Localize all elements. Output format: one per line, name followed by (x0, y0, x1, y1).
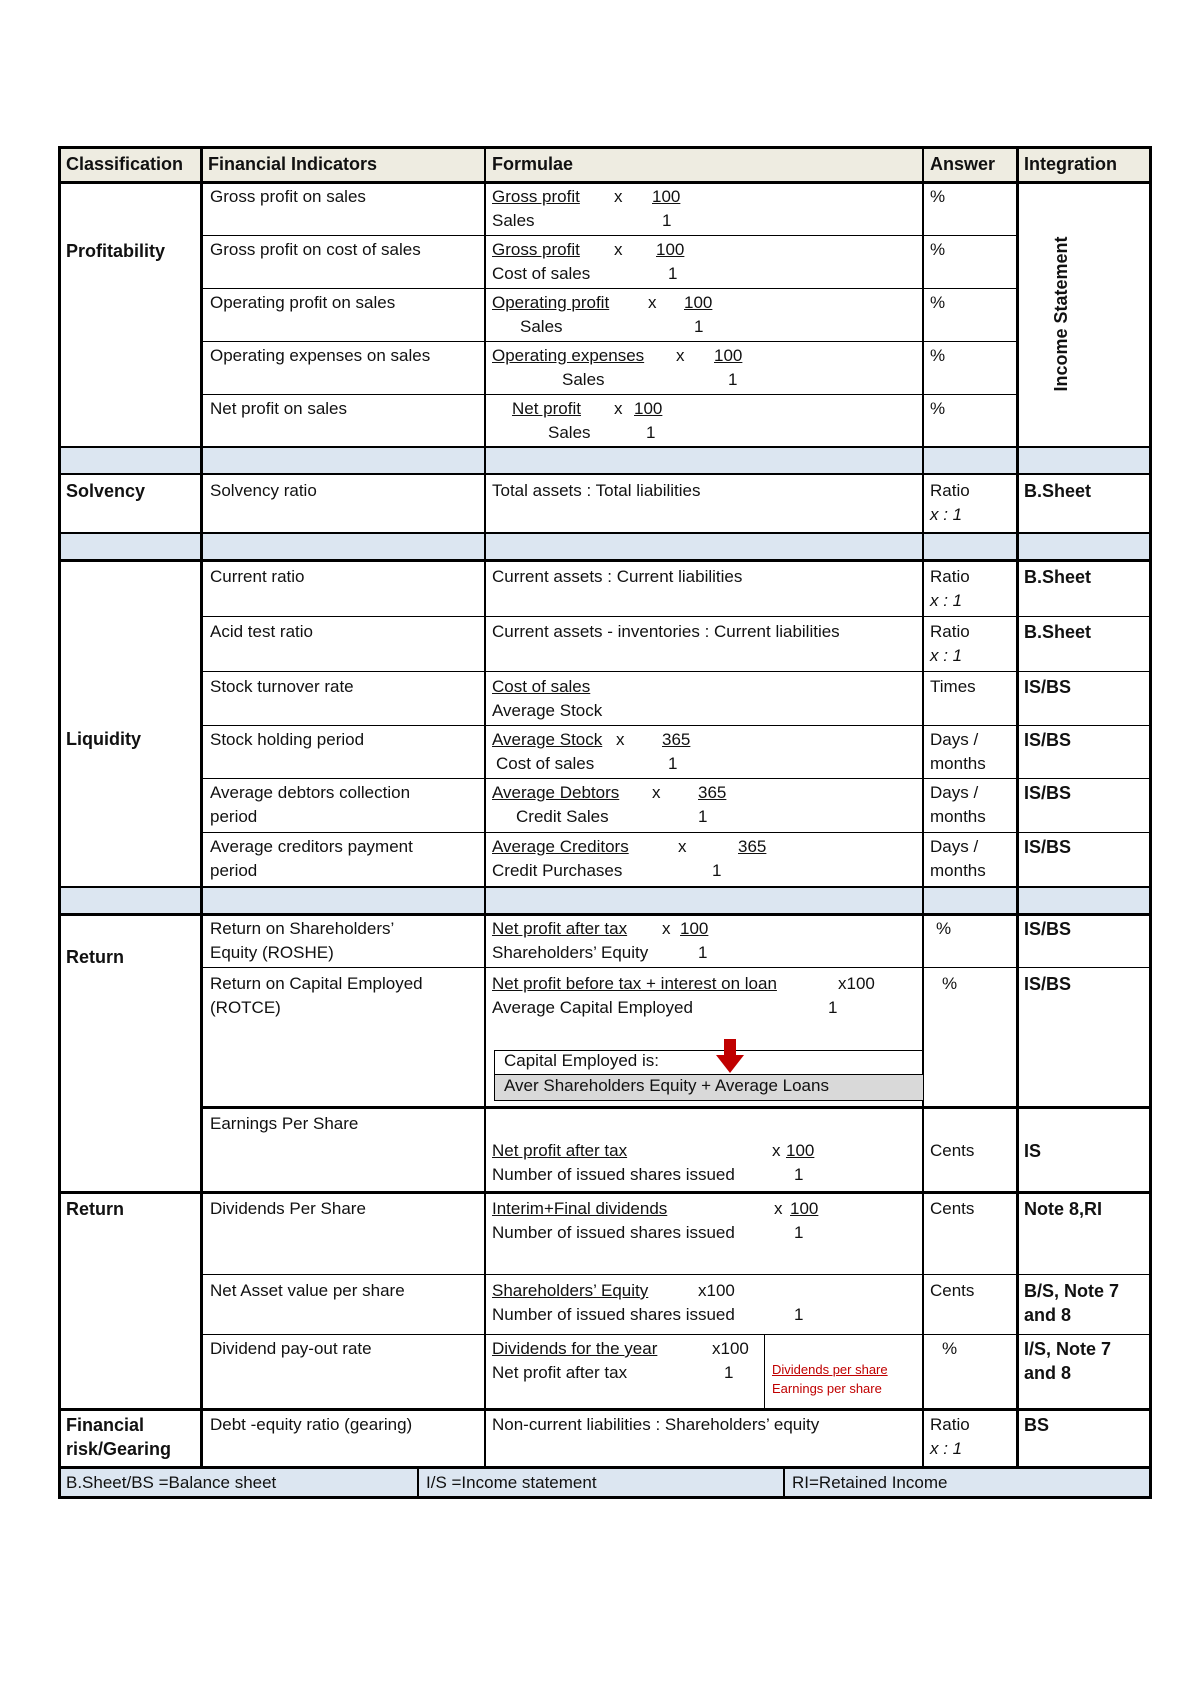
indicator-label-line2: period (210, 861, 258, 880)
formula-text: Current assets - inventories : Current liabilities (492, 622, 840, 641)
indicator-label: Net Asset value per share (210, 1281, 405, 1300)
integration-value: IS/BS (1024, 919, 1072, 939)
class-financial-risk-line2: risk/Gearing (66, 1439, 172, 1459)
answer-value: Days / (930, 783, 979, 802)
formula-denominator: Number of issued shares issued (492, 1305, 735, 1324)
indicator-label: Solvency ratio (210, 481, 317, 500)
payout-note-numerator: Dividends per share (772, 1362, 888, 1377)
header-indicators: Financial Indicators (208, 154, 378, 174)
formula-multiplier: 100 (634, 399, 663, 418)
formula-numerator: Average Creditors (492, 837, 629, 856)
answer-value: Times (930, 677, 976, 696)
answer-value: % (942, 974, 958, 993)
payout-note-denominator: Earnings per share (772, 1381, 882, 1396)
answer-value: % (942, 1339, 958, 1358)
formula-multiplier: 100 (684, 293, 713, 312)
indicator-label: Stock turnover rate (210, 677, 354, 696)
formula-multiplier: 100 (790, 1199, 819, 1218)
formula-times: x (772, 1141, 781, 1160)
class-financial-risk: Financial (66, 1415, 145, 1435)
formula-denominator: Sales (520, 317, 563, 336)
formula-denominator: Credit Sales (516, 807, 609, 826)
formula-denominator: Sales (562, 370, 605, 389)
capital-employed-definition: Aver Shareholders Equity + Average Loans (504, 1076, 829, 1095)
formula-numerator: Average Stock (492, 730, 603, 749)
class-solvency: Solvency (66, 481, 146, 501)
formula-one: 1 (794, 1305, 804, 1324)
formula-denominator: Shareholders’ Equity (492, 943, 649, 962)
formula-times: x (774, 1199, 783, 1218)
answer-value: Cents (930, 1281, 975, 1300)
answer-ratio: x : 1 (930, 1439, 963, 1458)
answer-unit: months (930, 861, 986, 880)
answer-value: % (930, 399, 946, 418)
legend-retained-income: RI=Retained Income (792, 1473, 948, 1492)
formula-times: x (616, 730, 625, 749)
formula-one: 1 (828, 998, 838, 1017)
formula-one: 1 (668, 754, 678, 773)
indicator-label: Dividend pay-out rate (210, 1339, 372, 1358)
integration-value: B.Sheet (1024, 567, 1092, 587)
integration-value: BS (1024, 1415, 1050, 1435)
indicator-label-line2: (ROTCE) (210, 998, 281, 1017)
formula-numerator: Gross profit (492, 240, 580, 259)
header-classification: Classification (66, 154, 184, 174)
indicator-label: Operating expenses on sales (210, 346, 431, 365)
indicator-label: Earnings Per Share (210, 1114, 359, 1133)
indicator-label: Return on Capital Employed (210, 974, 423, 993)
class-profitability: Profitability (66, 241, 166, 261)
answer-value: Ratio (930, 622, 970, 641)
answer-value: % (930, 293, 946, 312)
indicator-label: Average creditors payment (210, 837, 413, 856)
formula-denominator: Sales (548, 423, 591, 442)
answer-unit: months (930, 807, 986, 826)
integration-value: IS/BS (1024, 677, 1072, 697)
formula-multiplier: x100 (838, 974, 875, 993)
indicator-label: Average debtors collection (210, 783, 411, 802)
answer-value: % (930, 346, 946, 365)
answer-value: Cents (930, 1141, 975, 1160)
formula-multiplier: x100 (698, 1281, 735, 1300)
indicator-label: Debt -equity ratio (gearing) (210, 1415, 413, 1434)
answer-unit: months (930, 754, 986, 773)
indicator-label: Current ratio (210, 567, 305, 586)
formula-one: 1 (662, 211, 672, 230)
formula-numerator: Average Debtors (492, 783, 620, 802)
formula-multiplier: 365 (698, 783, 727, 802)
header-formulae: Formulae (492, 154, 574, 174)
integration-income-statement: Income Statement (1051, 236, 1071, 392)
formula-numerator: Dividends for the year (492, 1339, 658, 1358)
formula-multiplier: 365 (662, 730, 691, 749)
indicator-label-line2: period (210, 807, 258, 826)
formula-denominator: Sales (492, 211, 535, 230)
answer-value: Days / (930, 837, 979, 856)
integration-value: B.Sheet (1024, 622, 1092, 642)
formula-numerator: Cost of sales (492, 677, 591, 696)
integration-value: I/S, Note 7 (1024, 1339, 1112, 1359)
formula-times: x (652, 783, 661, 802)
answer-value: % (936, 919, 952, 938)
indicator-label: Gross profit on sales (210, 187, 366, 206)
formula-numerator: Operating expenses (492, 346, 645, 365)
integration-value-line2: and 8 (1024, 1305, 1072, 1325)
header-answer: Answer (930, 154, 996, 174)
answer-value: % (930, 240, 946, 259)
formula-denominator: Number of issued shares issued (492, 1223, 735, 1242)
integration-value: IS (1024, 1141, 1042, 1161)
answer-ratio: x : 1 (930, 646, 963, 665)
indicator-label: Operating profit on sales (210, 293, 396, 312)
formula-multiplier: 100 (714, 346, 743, 365)
formula-one: 1 (698, 943, 708, 962)
formula-multiplier: 100 (680, 919, 709, 938)
formula-text: Total assets : Total liabilities (492, 481, 701, 500)
formula-multiplier: 100 (786, 1141, 815, 1160)
formula-denominator: Cost of sales (492, 264, 591, 283)
answer-value: Cents (930, 1199, 975, 1218)
formula-numerator: Gross profit (492, 187, 580, 206)
formula-multiplier: 365 (738, 837, 767, 856)
formula-numerator: Interim+Final dividends (492, 1199, 668, 1218)
formula-times: x (676, 346, 685, 365)
answer-ratio: x : 1 (930, 505, 963, 524)
legend-income-statement: I/S =Income statement (426, 1473, 597, 1492)
formula-times: x (614, 399, 623, 418)
down-arrow-icon (716, 1039, 744, 1075)
formula-numerator: Net profit after tax (492, 1141, 628, 1160)
formula-denominator: Average Stock (492, 701, 603, 720)
answer-value: Ratio (930, 481, 970, 500)
formula-multiplier: 100 (652, 187, 681, 206)
header-integration: Integration (1024, 154, 1117, 174)
integration-value: IS/BS (1024, 783, 1072, 803)
formula-one: 1 (794, 1165, 804, 1184)
formula-multiplier: x100 (712, 1339, 749, 1358)
formula-denominator: Cost of sales (496, 754, 595, 773)
integration-value: Note 8,RI (1024, 1199, 1103, 1219)
formula-times: x (678, 837, 687, 856)
separator-band (58, 532, 1152, 560)
class-return: Return (66, 947, 124, 967)
answer-value: Ratio (930, 567, 970, 586)
answer-ratio: x : 1 (930, 591, 963, 610)
formula-text: Current assets : Current liabilities (492, 567, 743, 586)
integration-value: B.Sheet (1024, 481, 1092, 501)
answer-value: Ratio (930, 1415, 970, 1434)
formula-denominator: Credit Purchases (492, 861, 623, 880)
answer-value: % (930, 187, 946, 206)
formula-one: 1 (694, 317, 704, 336)
formula-numerator: Shareholders’ Equity (492, 1281, 649, 1300)
formula-denominator: Number of issued shares issued (492, 1165, 735, 1184)
formula-numerator: Net profit (512, 399, 581, 418)
indicator-label: Gross profit on cost of sales (210, 240, 421, 259)
formula-times: x (648, 293, 657, 312)
indicator-label: Stock holding period (210, 730, 365, 749)
formula-text: Non-current liabilities : Shareholders’ equity (492, 1415, 820, 1434)
formula-denominator: Average Capital Employed (492, 998, 693, 1017)
indicator-label-line2: Equity (ROSHE) (210, 943, 334, 962)
formula-numerator: Operating profit (492, 293, 610, 312)
integration-value-line2: and 8 (1024, 1363, 1072, 1383)
separator-band (58, 446, 1152, 474)
integration-value: IS/BS (1024, 730, 1072, 750)
answer-value: Days / (930, 730, 979, 749)
class-liquidity: Liquidity (66, 729, 141, 749)
formula-times: x (614, 240, 623, 259)
indicator-label: Acid test ratio (210, 622, 313, 641)
formula-one: 1 (728, 370, 738, 389)
formula-one: 1 (646, 423, 656, 442)
integration-value: B/S, Note 7 (1024, 1281, 1120, 1301)
indicator-label: Net profit on sales (210, 399, 348, 418)
formula-one: 1 (668, 264, 678, 283)
formula-times: x (662, 919, 671, 938)
formula-one: 1 (724, 1363, 734, 1382)
formula-numerator: Net profit before tax + interest on loan (492, 974, 777, 993)
ratios-table (58, 146, 1152, 1498)
indicator-label: Return on Shareholders’ (210, 919, 395, 938)
class-return: Return (66, 1199, 124, 1219)
formula-one: 1 (712, 861, 722, 880)
integration-value: IS/BS (1024, 974, 1072, 994)
formula-one: 1 (794, 1223, 804, 1242)
indicator-label: Dividends Per Share (210, 1199, 366, 1218)
legend-balance-sheet: B.Sheet/BS =Balance sheet (66, 1473, 277, 1492)
formula-one: 1 (698, 807, 708, 826)
formula-numerator: Net profit after tax (492, 919, 628, 938)
integration-value: IS/BS (1024, 837, 1072, 857)
formula-denominator: Net profit after tax (492, 1363, 628, 1382)
capital-employed-label: Capital Employed is: (504, 1051, 659, 1070)
separator-band (58, 886, 1152, 914)
formula-multiplier: 100 (656, 240, 685, 259)
formula-times: x (614, 187, 623, 206)
